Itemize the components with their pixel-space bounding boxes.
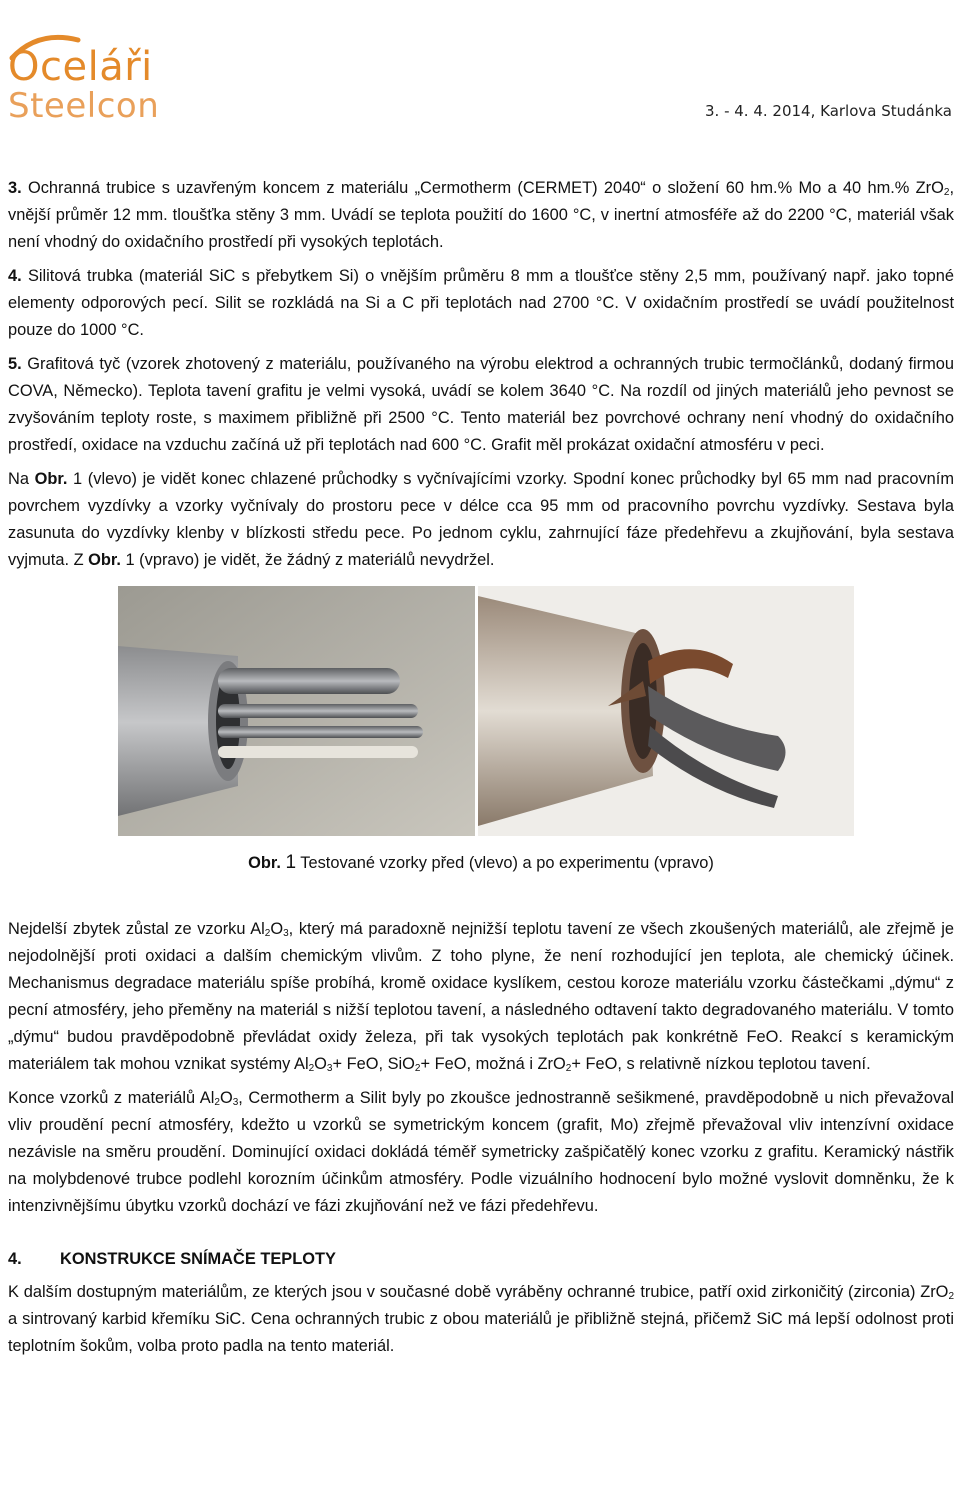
subscript: 2	[414, 1063, 421, 1074]
logo-line2: Steelcon	[8, 86, 160, 126]
text: a sintrovaný karbid křemíku SiC. Cena ochranných trubic z obou materiálů je přibližně stejná, přičemž SiC má lepší odolnost proti teplotním šokům, volba proto padla na tento materiál.	[8, 1310, 954, 1355]
subscript: 2	[308, 1063, 315, 1074]
steelcon-logo	[8, 30, 160, 126]
samples-before-photo	[118, 586, 475, 836]
subscript: 2	[943, 187, 950, 198]
item-number: 4.	[8, 267, 22, 285]
item-text: , vnější průměr 12 mm. tloušťka stěny 3 mm. Uvádí se teplota použití do 1600 °C, v inertní atmosféře až do 2200 °C, materiál však není vhodný do oxidačního prostředí při vysokých teplotách.	[8, 179, 954, 251]
text: 1 (vpravo) je vidět, že žádný z materiálů nevydržel.	[120, 551, 495, 569]
paragraph-materials	[8, 1279, 954, 1360]
subscript: 2	[948, 1291, 954, 1302]
text: O	[219, 1089, 233, 1107]
subscript: 3	[232, 1097, 239, 1108]
text: + FeO, s relativně nízkou teplotou tavení.	[571, 1055, 871, 1073]
item-3-paragraph	[8, 175, 954, 256]
item-text: Ochranná trubice s uzavřeným koncem z materiálu „Cermotherm (CERMET) 2040“ o složení 60 hm.% Mo a 40 hm.% ZrO	[21, 179, 944, 197]
caption-label: Obr.	[248, 854, 281, 872]
figure-ref: Obr.	[34, 470, 68, 488]
text: O	[270, 920, 284, 938]
logo-line1: Oceláři	[8, 44, 153, 90]
text: Nejdelší zbytek zůstal ze vzorku Al	[8, 920, 265, 938]
subscript: 2	[214, 1097, 220, 1108]
section-title: KONSTRUKCE SNÍMAČE TEPLOTY	[60, 1250, 336, 1268]
paragraph-sample-ends	[8, 1085, 954, 1220]
caption-number: 1	[285, 852, 297, 873]
figure-1	[8, 586, 954, 916]
subscript: 3	[283, 928, 289, 939]
item-4-paragraph	[8, 263, 954, 344]
text: + FeO, SiO	[332, 1055, 415, 1073]
section-heading	[8, 1250, 954, 1269]
conference-date-place: 3. - 4. 4. 2014, Karlova Studánka	[705, 102, 952, 120]
item-number: 3.	[8, 179, 22, 197]
figure-reference-paragraph	[8, 466, 954, 574]
samples-after-photo	[478, 586, 854, 836]
page-content	[8, 175, 954, 1367]
text: 1 (vlevo) je vidět konec chlazené průchodky s vyčnívajícími vzorky. Spodní konec průchodky byl 65 mm nad pracovním povrchem vyzdívky a vzorky vyčnívaly do prostoru pece v délce cca 95 mm od pracovního povrchu vyzdívky. Sestava byla zasunuta do vyzdívky klenby v blízkosti středu pece. Po jednom cyklu, zahrnující fáze předehřevu a zkujňování, byla sestava vyjmuta. Z	[8, 470, 954, 569]
page-header	[0, 0, 960, 140]
subscript: 2	[264, 928, 271, 939]
item-number: 5.	[8, 355, 22, 373]
caption-text: Testované vzorky před (vlevo) a po experimentu (vpravo)	[296, 854, 714, 872]
paragraph-oxide-residue	[8, 916, 954, 1078]
figure-caption	[8, 852, 954, 874]
text: + FeO, možná i ZrO	[420, 1055, 566, 1073]
text: K dalším dostupným materiálům, ze kterých jsou v současné době vyráběny ochranné trubice, patří oxid zirkoničitý (zirconia) ZrO	[8, 1283, 949, 1301]
text: O	[314, 1055, 327, 1073]
item-text: Grafitová tyč (vzorek zhotovený z materiálu, používaného na výrobu elektrod a ochranných trubic termočlánků, dodaný firmou COVA, Německo). Teplota tavení grafitu je velmi vysoká, uvádí se kolem 3640 °C. Na rozdíl od jiných materiálů jeho pevnost se zvyšováním teploty roste, s maximem přibližně při 2500 °C. Tento materiál bez povrchové ochrany není vhodný do oxidačního prostředí, oxidace na vzduchu začíná už při teplotách nad 600 °C. Grafit měl prokázat oxidační atmosféru v peci.	[8, 355, 954, 454]
text: Na	[8, 470, 35, 488]
subscript: 2	[565, 1063, 572, 1074]
item-5-paragraph	[8, 351, 954, 459]
item-text: Silitová trubka (materiál SiC s přebytkem Si) o vnějším průměru 8 mm a tloušťce stěny 2,5 mm, používaný např. jako topné elementy odporových pecí. Silit se rozkládá na Si a C při teplotách nad 2700 °C. V oxidačním prostředí se uvádí použitelnost pouze do 1000 °C.	[8, 267, 954, 339]
text: , který má paradoxně nejnižší teplotu tavení ze všech zkoušených materiálů, ale zřejmě je nejodolnější proti oxidaci a dalším chemickým vlivům. Z toho plyne, že není rozhodující jen teplota, ale chemický účinek. Mechanismus degradace materiálu spíše probíhá, kromě oxidace kyslíkem, cestou koroze materiálu vzorku částečkami „dýmu“ z pecní atmosféry, jeho přeměny na materiál s nižší teplotou tavení, a následného odtavení takto degradovaného materiálu. V tomto „dýmu“ budou pravděpodobně převládat oxidy železa, při tak vysokých teplotách pak konkrétně FeO. Reakcí s keramickým materiálem tak mohou vznikat systémy Al	[8, 920, 954, 1073]
section-number: 4.	[8, 1250, 22, 1268]
subscript: 3	[326, 1063, 333, 1074]
text: , Cermotherm a Silit byly po zkoušce jednostranně sešikmené, pravděpodobně u nich převažoval vliv proudění pecní atmosféry, kdežto u vzorků se symetrickým koncem (grafit, Mo) zřejmě převažoval vliv intenzívní oxidace nezávisle na směru proudění. Dominující oxidaci dokládá téměř symetricky zašpičatělý konec vzorku z grafitu. Keramický nástřik na molybdenové trubce podlehl korozním účinkům atmosféry. Podle vizuálního hodnocení bylo možné vyslovit domněnku, že k intenzivnějšímu úbytku vzorků dochází ve fázi zkujňování než ve fázi předehřevu.	[8, 1089, 954, 1215]
text: Konce vzorků z materiálů Al	[8, 1089, 215, 1107]
figure-ref: Obr.	[88, 551, 121, 569]
